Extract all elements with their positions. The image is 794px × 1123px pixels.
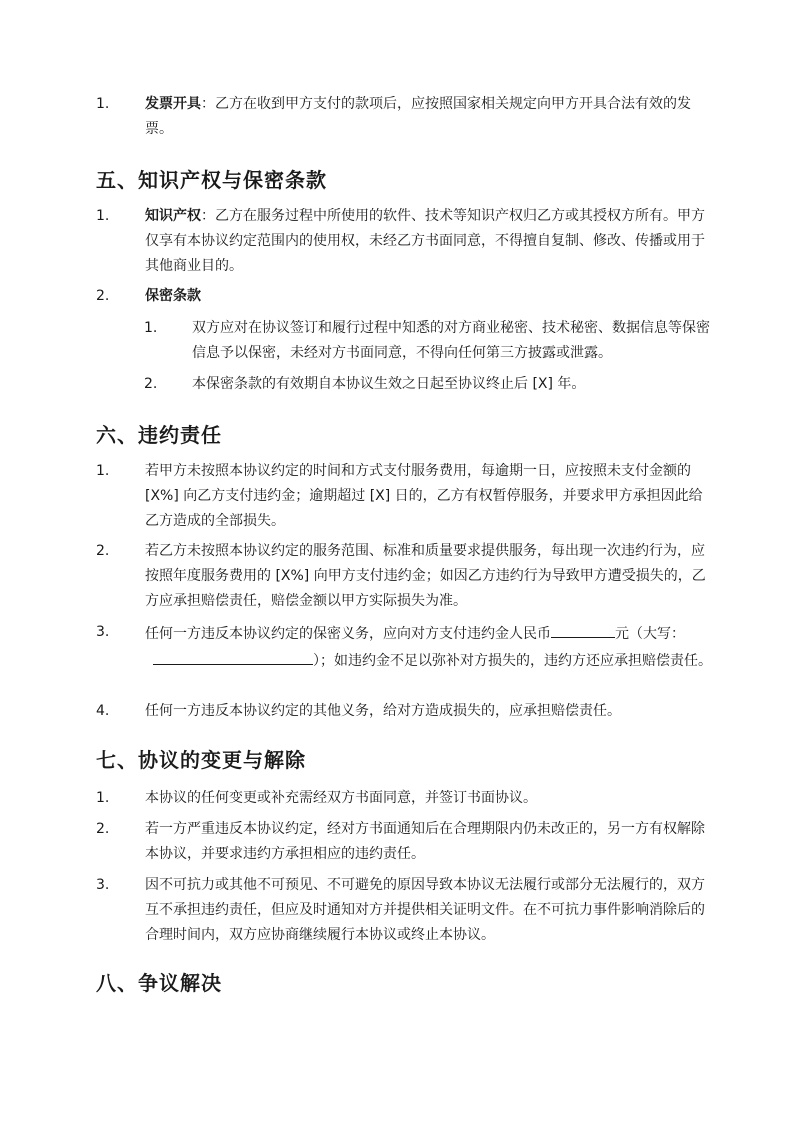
breach-clause-2	[96, 539, 716, 614]
amount-words-blank	[153, 647, 313, 665]
item-number: 1.	[144, 320, 158, 336]
clause-text: 双方应对在协议签订和履行过程中知悉的对方商业秘密、技术秘密、数据信息等保密信息予以保密，未经对方书面同意，不得向任何第三方披露或泄露。	[192, 320, 710, 361]
item-number: 2.	[96, 288, 110, 304]
section-heading-5: 五、知识产权与保密条款	[96, 168, 327, 192]
clause-text: 若甲方未按照本协议约定的时间和方式支付服务费用，每逾期一日，应按照未支付金额的 [X%] 向乙方支付违约金；逾期超过 [X] 日的，乙方有权暂停服务，并要求甲方承担因此给乙方造成的全部损失。	[145, 463, 703, 529]
amount-blank	[551, 620, 615, 638]
clause-label: 保密条款	[145, 288, 201, 304]
section-heading-6: 六、违约责任	[96, 423, 222, 447]
clause-text: 元（大写：	[615, 626, 685, 642]
invoice-clause	[96, 92, 716, 142]
item-number: 1.	[96, 208, 110, 224]
item-number: 1.	[96, 790, 110, 806]
clause-label: 知识产权	[145, 208, 201, 224]
item-number: 3.	[96, 624, 110, 640]
confidentiality-subclause-1	[144, 316, 716, 366]
clause-text: ：乙方在收到甲方支付的款项后，应按照国家相关规定向甲方开具合法有效的发票。	[145, 96, 691, 137]
clause-text: 本协议的任何变更或补充需经双方书面同意，并签订书面协议。	[145, 790, 537, 806]
clause-text: ：乙方在服务过程中所使用的软件、技术等知识产权归乙方或其授权方所有。甲方仅享有本协议约定范围内的使用权，未经乙方书面同意，不得擅自复制、修改、传播或用于其他商业目的。	[145, 208, 705, 274]
breach-clause-4	[96, 699, 716, 724]
section-heading-7: 七、协议的变更与解除	[96, 748, 306, 772]
amendment-clause-2	[96, 817, 716, 867]
clause-text: 任何一方违反本协议约定的保密义务，应向对方支付违约金人民币	[145, 626, 551, 642]
confidentiality-clause	[96, 284, 716, 309]
item-number: 2.	[96, 543, 110, 559]
clause-text: 若一方严重违反本协议约定，经对方书面通知后在合理期限内仍未改正的，另一方有权解除本协议，并要求违约方承担相应的违约责任。	[145, 821, 705, 862]
item-number: 2.	[144, 376, 158, 392]
breach-clause-3	[96, 620, 716, 674]
section-heading-8: 八、争议解决	[96, 971, 222, 995]
clause-text: 本保密条款的有效期自本协议生效之日起至协议终止后 [X] 年。	[192, 376, 586, 392]
item-number: 3.	[96, 877, 110, 893]
item-number: 2.	[96, 821, 110, 837]
confidentiality-subclause-2	[144, 372, 716, 397]
ip-clause	[96, 204, 716, 279]
item-number: 4.	[96, 703, 110, 719]
amendment-clause-3	[96, 873, 716, 948]
item-number: 1.	[96, 96, 110, 112]
clause-text: 任何一方违反本协议约定的其他义务，给对方造成损失的，应承担赔偿责任。	[145, 703, 621, 719]
clause-label: 发票开具	[145, 96, 201, 112]
breach-clause-1	[96, 459, 716, 534]
clause-text: ）；如违约金不足以弥补对方损失的，违约方还应承担赔偿责任。	[313, 653, 712, 669]
amendment-clause-1	[96, 786, 716, 811]
item-number: 1.	[96, 463, 110, 479]
clause-text: 若乙方未按照本协议约定的服务范围、标准和质量要求提供服务，每出现一次违约行为，应按照年度服务费用的 [X%] 向甲方支付违约金；如因乙方违约行为导致甲方遭受损失的，乙方应承担赔偿责任，赔偿金额以甲方实际损失为准。	[145, 543, 706, 609]
clause-text: 因不可抗力或其他不可预见、不可避免的原因导致本协议无法履行或部分无法履行的，双方互不承担违约责任，但应及时通知对方并提供相关证明文件。在不可抗力事件影响消除后的合理时间内，双方应协商继续履行本协议或终止本协议。	[145, 877, 705, 943]
